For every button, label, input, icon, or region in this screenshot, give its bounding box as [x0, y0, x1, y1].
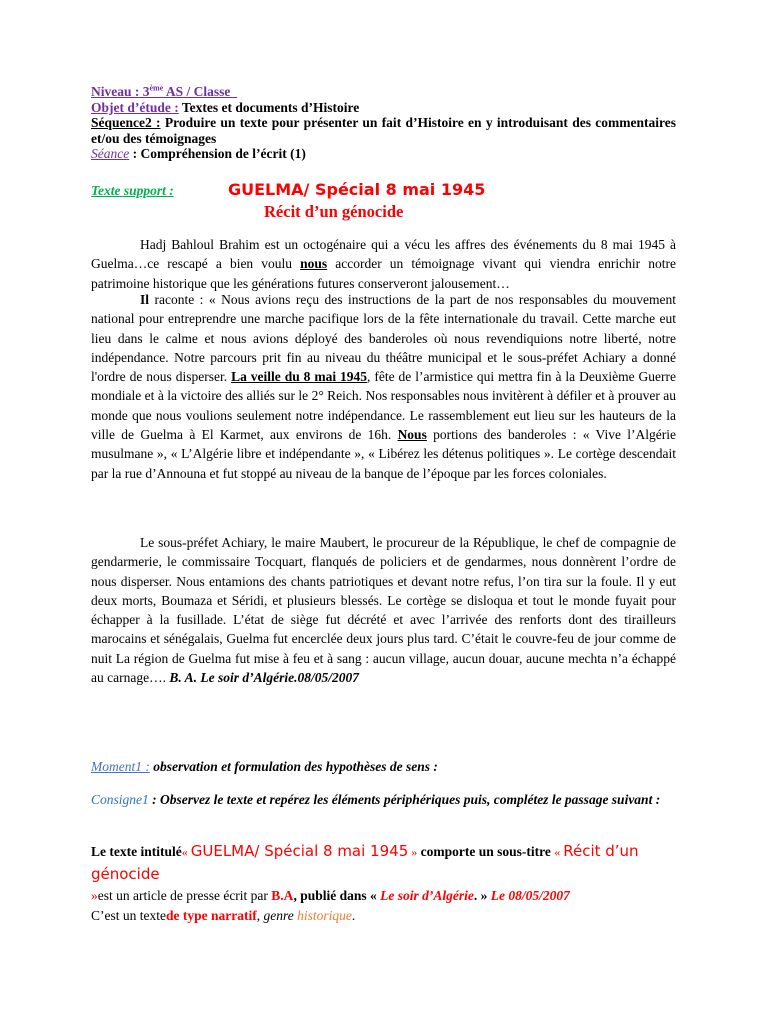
moment-heading — [91, 759, 676, 775]
ans-l1-b: comporte un sous-titre — [417, 844, 555, 859]
seance-label: Séance — [91, 146, 130, 161]
p2-text-a: raconte : « Nous avions reçu des instructions de la part de nos responsables du mouvement national pour entreprendre une marche pacifique lors de la fête internationale du travail. Cette marche eut lieu dans le calme et nous avions déployé des banderoles où nous revendiquions notre liberté, notre indépendance. Notre parcours prit fin au niveau du théâtre municipal et le sous-préfet Achiary a donné l'ordre de nous disperser. — [91, 292, 676, 385]
paragraph-intro — [91, 235, 676, 293]
ans-l2-c: . » — [473, 888, 491, 903]
ans-l2-b: , publié dans « — [293, 888, 381, 903]
p1-text-b: accorder un témoignage vivant qui viendra enrichir notre patrimoine historique que les générations futures conserveront jalousement… — [91, 256, 676, 291]
ans-genre: genre — [263, 908, 294, 923]
ans-quote-open: « — [181, 845, 191, 859]
consigne-value: : Observez le texte et repérez les éléments périphériques puis, complétez le passage suivant : — [148, 792, 661, 807]
answer-line-2 — [91, 886, 676, 906]
niveau-rest: AS / Classe — [163, 84, 231, 99]
article-title: GUELMA/ Spécial 8 mai 1945 — [228, 180, 486, 199]
p1-text-a: Hadj Bahloul Brahim est un octogénaire qui a vécu les affres des événements du 8 mai 1945 à Guelma…ce rescapé a bien voulu — [91, 237, 676, 272]
consigne-instruction — [91, 790, 676, 809]
sequence-line — [91, 115, 676, 146]
ans-l3-d: . — [351, 908, 356, 923]
sequence-value: Produire un texte pour présenter un fait d’Histoire en y introduisant des commentaires et/ou des témoignages — [91, 115, 677, 146]
ans-l1-a: Le texte intitulé — [91, 844, 182, 859]
moment-value: observation et formulation des hypothèses de sens : — [149, 759, 438, 774]
signature: B. A. Le soir d’Algérie.08/05/2007 — [169, 670, 359, 686]
ans-l2-quote: » — [91, 888, 98, 903]
text-support-heading — [91, 180, 676, 226]
moment-label: Moment1 : — [91, 759, 150, 774]
ans-date: Le 08/05/2007 — [490, 888, 570, 903]
sequence-label: Séquence2 : — [91, 115, 161, 130]
p2-veille: La veille du 8 mai 1945 — [231, 369, 368, 385]
niveau-text: Niveau : 3 — [91, 84, 150, 99]
p2-text-b: , fête de l’armistice qui mettra fin à la Deuxième Guerre mondiale et à la victoire des alliés sur le 2° Reich. Nos responsables nous invitèrent à défiler et à prouver au monde que nous voulions seulement notre indépendance. Le rassemblement eut lieu sur les hauteurs de la ville de Guelma à El Karmet, aux environs de 16h. — [91, 369, 676, 443]
p3-text: Le sous-préfet Achiary, le maire Maubert, le procureur de la République, le chef de compagnie de gendarmerie, le commissaire Tocquart, flanqués de policiers et de gendarmes, nous donnèrent l’ordre de nous disperser. Nous entamions des chants patriotiques et devant notre refus, l’on tira sur la foule. Il y eut deux morts, Boumaza et Séridi, et plusieurs blessés. Le cortège se disloqua et tout le monde fuyait pour échapper à la fusillade. L’état de siège fut décrété et avec l’arrivée des renforts dont des tirailleurs marocains et sénégalais, Guelma fut encerclée deux jours plus tard. C’était le couvre-feu de jour comme de nuit La région de Guelma fut mise à feu et à sang : aucun village, aucun douar, aucune mechta n’a échappé au carnage…. — [91, 535, 676, 686]
niveau-sup: ème — [149, 83, 164, 93]
niveau-label — [91, 84, 237, 99]
ans-l3-a: C’est un texte — [91, 908, 166, 923]
article-subtitle: Récit d’un génocide — [264, 202, 404, 221]
p2-nous: Nous — [397, 427, 427, 443]
paragraph-testimony — [91, 290, 676, 483]
ans-type: de type narratif — [165, 908, 257, 923]
paragraph-massacre — [91, 533, 676, 687]
p2-text-c: portions des banderoles : « Vive l’Algérie musulmane », « L’Algérie libre et indépendante », « Libérez les détenus politiques ». Le cortège descendait par la rue d’Announa et fut stoppé au niveau de la banque de l’époque par les forces coloniales. — [91, 427, 676, 481]
objet-value: Textes et documents d’Histoire — [178, 99, 360, 115]
ans-quote-close: » — [408, 845, 418, 859]
objet-label: Objet d’étude : — [91, 99, 179, 115]
document-header — [91, 84, 676, 162]
seance-value: : Compréhension de l’écrit (1) — [129, 146, 306, 161]
ans-paper: Le soir d’Algérie — [380, 888, 474, 903]
answer-line-1 — [91, 840, 676, 886]
ans-quote-open-2: « — [554, 845, 564, 859]
ans-subtitle: Récit d’un génocide — [91, 842, 639, 883]
ans-l2-a: est un article de presse écrit par — [97, 888, 272, 903]
p1-nous: nous — [300, 256, 328, 272]
objet-line — [91, 100, 676, 116]
p2-il: Il — [140, 292, 150, 307]
ans-historique: historique — [297, 908, 352, 923]
support-label: Texte support : — [91, 183, 174, 198]
answer-passage — [91, 840, 676, 926]
consigne-label: Consigne1 — [91, 792, 149, 807]
answer-line-3 — [91, 906, 676, 926]
ans-l3-b: , — [256, 908, 264, 923]
ans-title: GUELMA/ Spécial 8 mai 1945 — [190, 842, 409, 860]
niveau-line — [91, 84, 676, 100]
seance-line — [91, 146, 676, 162]
ans-author: B.A — [271, 888, 294, 903]
